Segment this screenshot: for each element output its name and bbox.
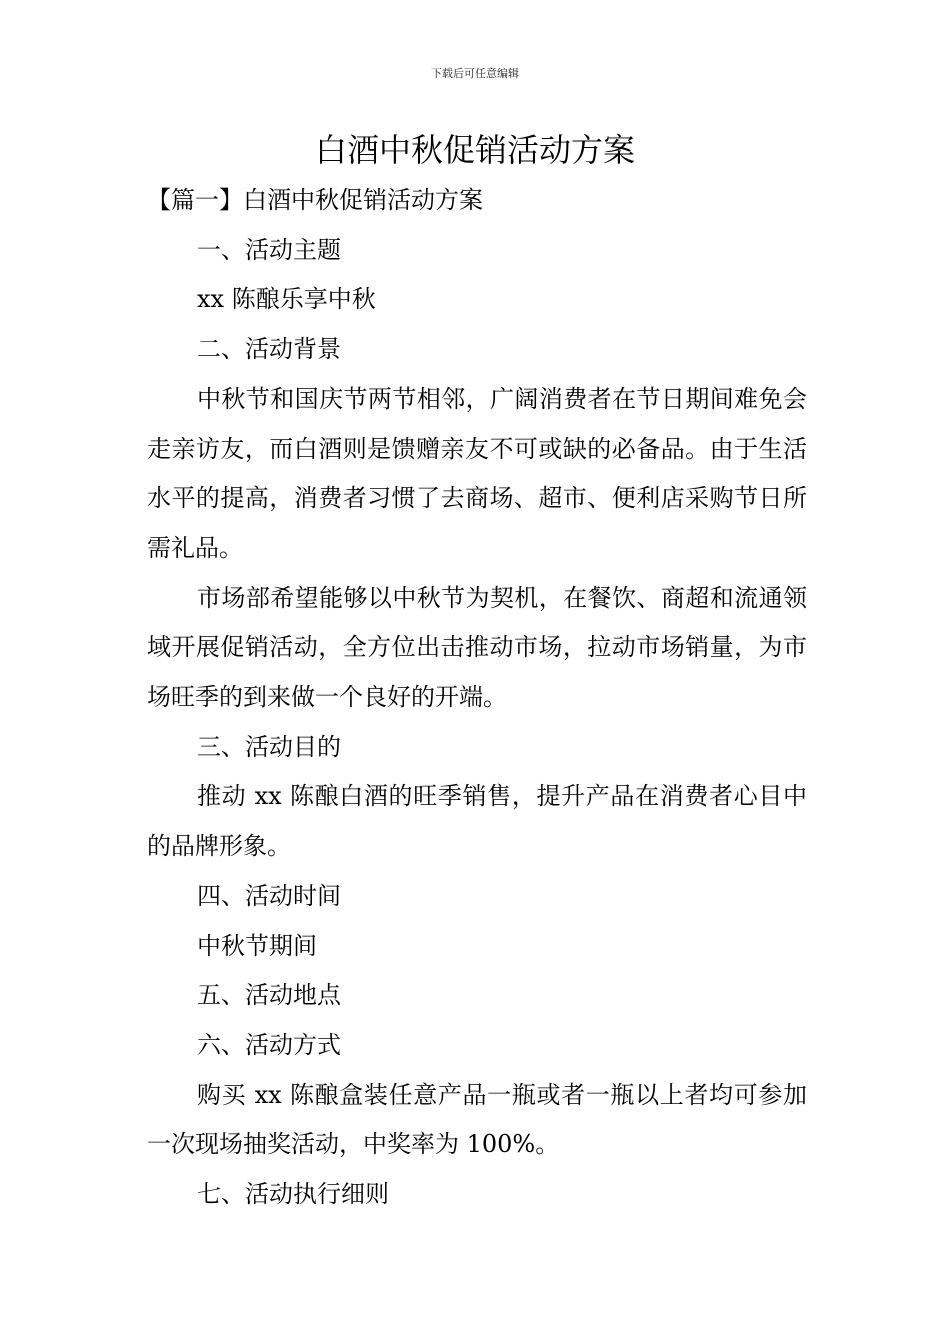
document-title: 白酒中秋促销活动方案 <box>314 131 635 169</box>
heading-activity-theme: 一、活动主题 <box>197 235 341 264</box>
section-subtitle: 【篇一】白酒中秋促销活动方案 <box>147 186 483 214</box>
activity-theme-text: xx 陈酿乐享中秋 <box>197 285 376 314</box>
heading-activity-purpose: 三、活动目的 <box>197 732 341 761</box>
method-paragraph: 购买 xx 陈酿盒装任意产品一瓶或者一瓶以上者均可参加一次现场抽奖活动，中奖率为 100%。 <box>147 1080 807 1159</box>
document-body <box>147 176 807 1220</box>
heading-activity-location: 五、活动地点 <box>197 981 341 1010</box>
background-paragraph-1: 中秋节和国庆节两节相邻，广阔消费者在节日期间难免会走亲访友，而白酒则是馈赠亲友不可或缺的必备品。由于生活水平的提高，消费者习惯了去商场、超市、便利店采购节日所需礼品。 <box>147 384 807 562</box>
header-note: 下载后可任意编辑 <box>431 67 519 80</box>
heading-activity-time: 四、活动时间 <box>197 881 341 910</box>
heading-activity-background: 二、活动背景 <box>197 335 341 364</box>
background-paragraph-2: 市场部希望能够以中秋节为契机，在餐饮、商超和流通领域开展促销活动，全方位出击推动市场，拉动市场销量，为市场旺季的到来做一个良好的开端。 <box>147 583 807 712</box>
heading-execution-details: 七、活动执行细则 <box>197 1180 389 1209</box>
heading-activity-method: 六、活动方式 <box>197 1030 341 1059</box>
activity-time-text: 中秋节期间 <box>197 931 317 960</box>
purpose-paragraph: 推动 xx 陈酿白酒的旺季销售，提升产品在消费者心目中的品牌形象。 <box>147 782 807 861</box>
